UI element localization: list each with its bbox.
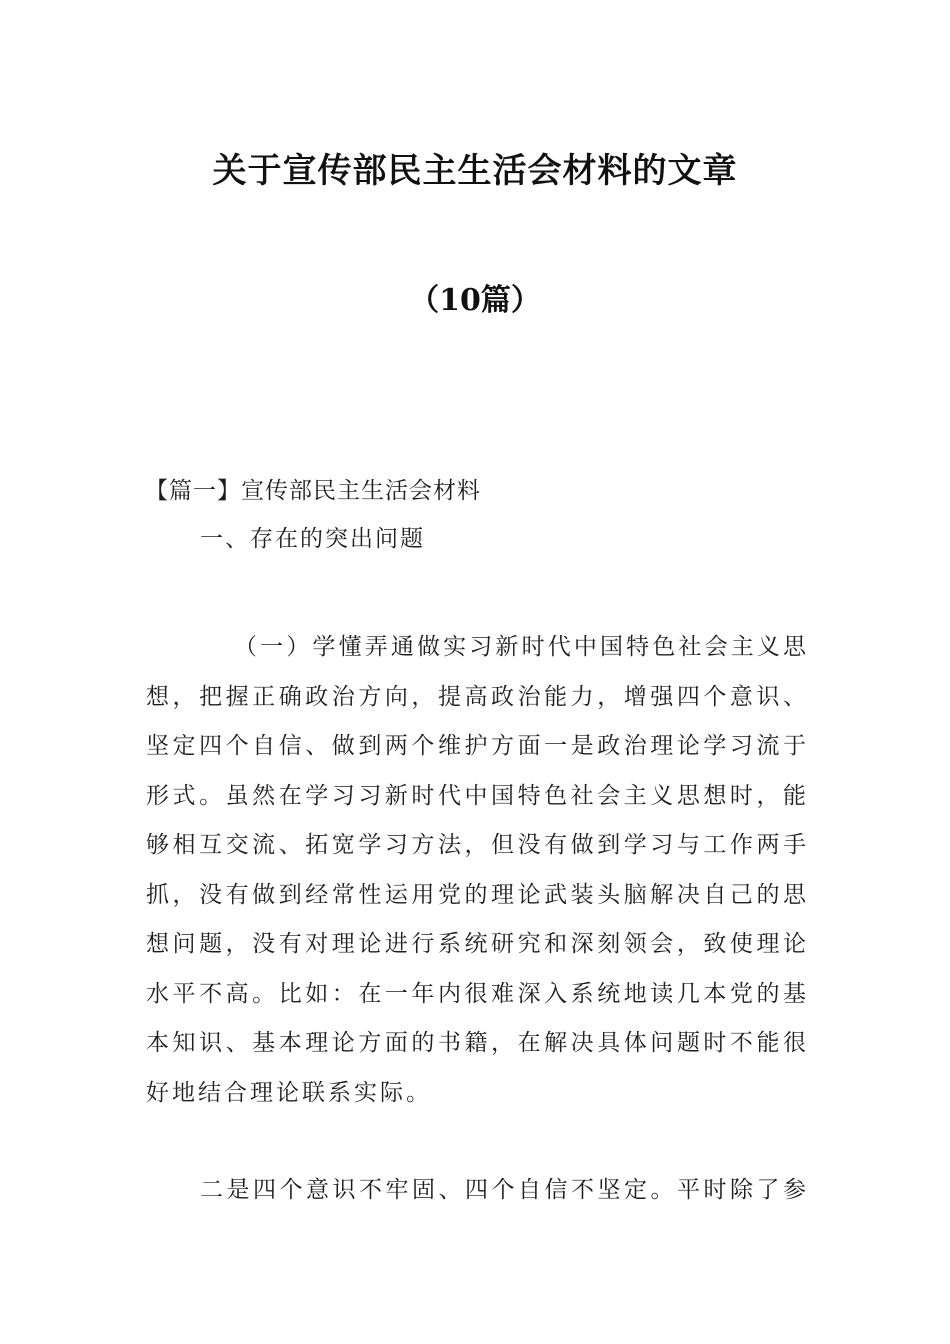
paragraph-line: （一）学懂弄通做实习新时代中国特色社会主义思 [234,634,806,660]
subheading: 一、存在的突出问题 [200,526,425,552]
document-subtitle: （10篇） [409,283,541,318]
paragraph-line: 抓，没有做到经常性运用党的理论武装头脑解决自己的思 [146,881,806,908]
paragraph-line: 想，把握正确政治方向，提高政治能力，增强四个意识、 [146,683,806,710]
paragraph-line: 坚定四个自信、做到两个维护方面一是政治理论学习流于 [146,733,806,759]
section-heading: 【篇一】宣传部民主生活会材料 [145,478,481,504]
paragraph-line: 够相互交流、拓宽学习方法，但没有做到学习与工作两手 [146,832,806,858]
paragraph-line: 形式。虽然在学习习新时代中国特色社会主义思想时，能 [146,782,806,809]
paragraph-line: 水平不高。比如：在一年内很难深入系统地读几本党的基 [146,980,806,1007]
paragraph-line: 本知识、基本理论方面的书籍，在解决具体问题时不能很 [146,1030,806,1056]
paragraph-1 [146,623,806,1118]
document-title: 关于宣传部民主生活会材料的文章 [212,151,738,191]
paragraph-line: 二是四个意识不牢固、四个自信不坚定。平时除了参 [200,1177,806,1203]
paragraph-line: 好地结合理论联系实际。 [146,1079,432,1106]
paragraph-line: 想问题，没有对理论进行系统研究和深刻领会，致使理论 [146,931,806,957]
paragraph-2 [146,1175,806,1205]
